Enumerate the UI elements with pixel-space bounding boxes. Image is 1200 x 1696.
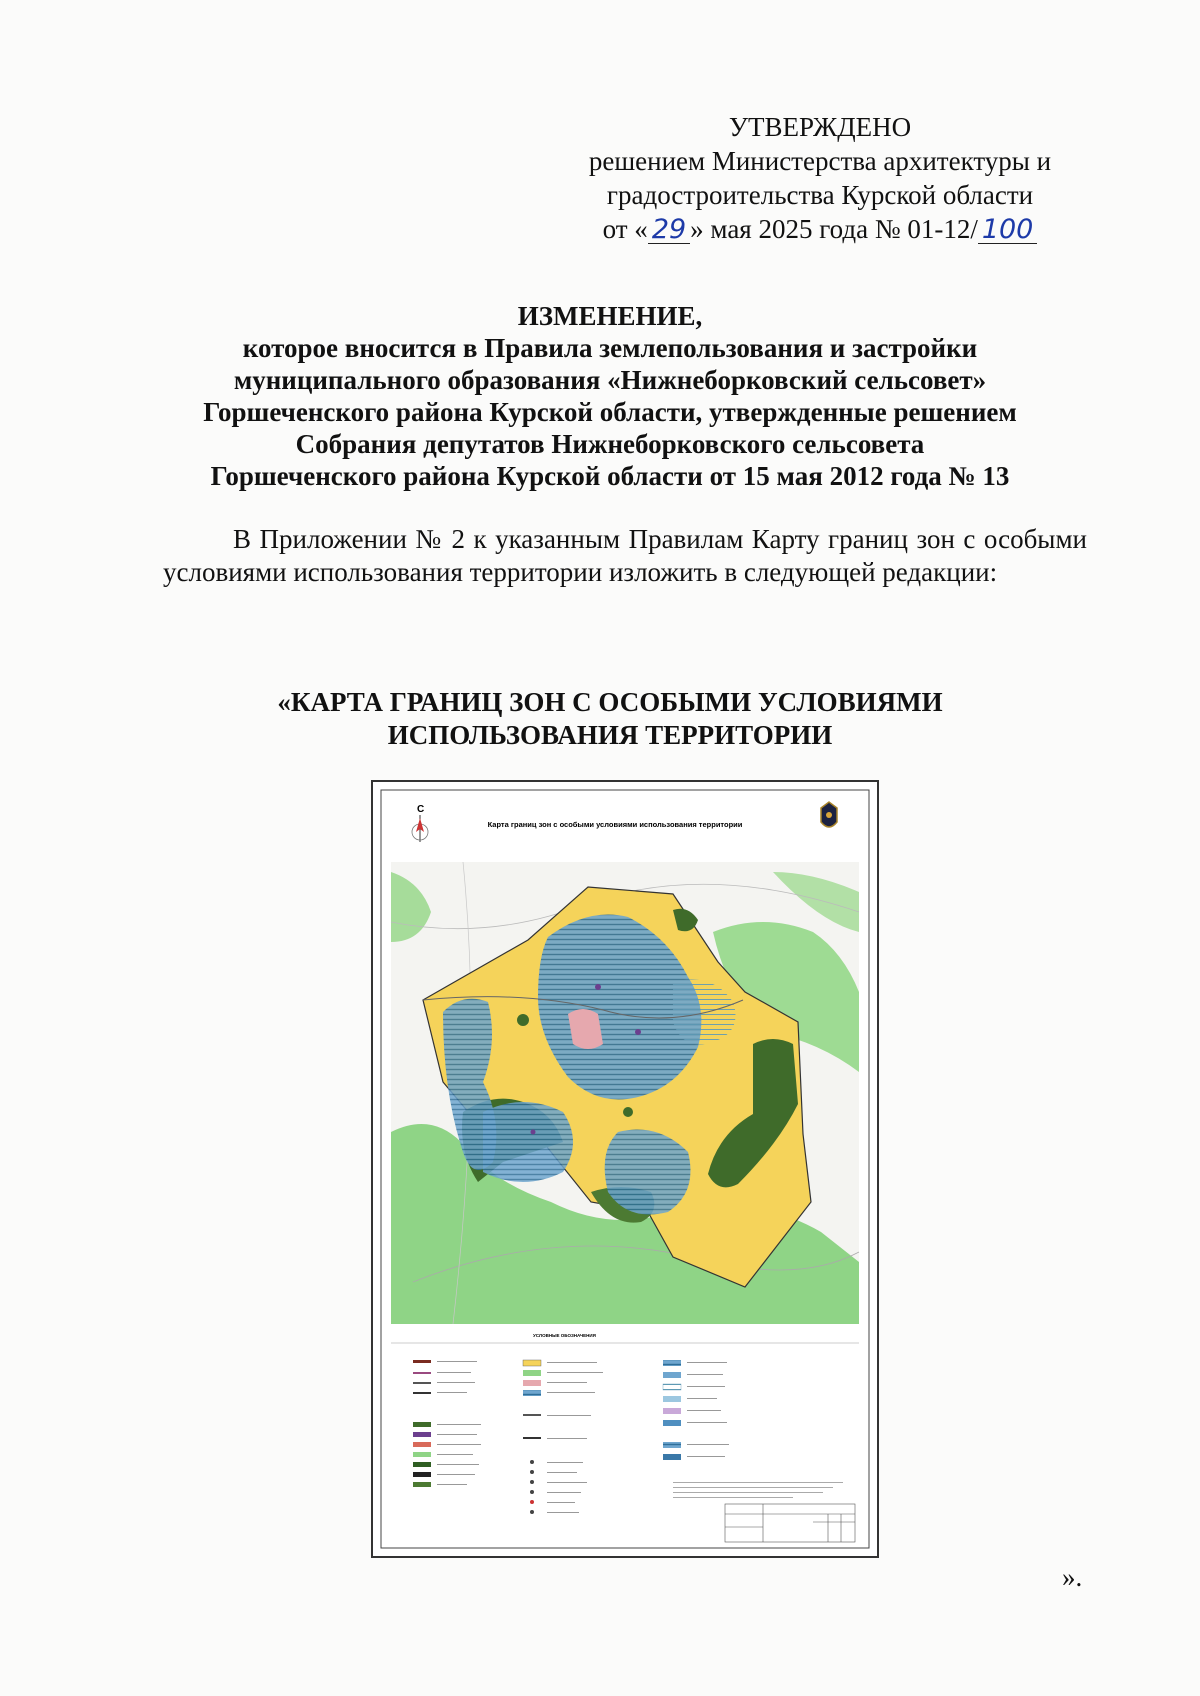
date-prefix: от «	[602, 214, 648, 244]
inner-map-title: Карта границ зон с особыми условиями использования территории	[487, 820, 743, 829]
document-heading	[150, 300, 1070, 492]
heading-line-5: Горшеченского района Курской области от 15 мая 2012 года № 13	[210, 461, 1010, 491]
approval-block	[560, 110, 1080, 246]
map-title-line-1: «КАРТА ГРАНИЦ ЗОН С ОСОБЫМИ УСЛОВИЯМИ	[277, 687, 943, 717]
handwritten-day: 29	[648, 217, 690, 244]
closing-quote: ».	[1062, 1562, 1083, 1592]
heading-line-1: которое вносится в Правила землепользования и застройки	[242, 333, 978, 363]
map-image-frame	[371, 780, 879, 1558]
map-area	[391, 862, 859, 1324]
heading-line-3: Горшеченского района Курской области, утвержденные решением	[203, 397, 1017, 427]
heading-line-2: муниципального образования «Нижнеборковский сельсовет»	[233, 365, 987, 395]
heading-title: ИЗМЕНЕНИЕ,	[517, 301, 703, 331]
body-paragraph: В Приложении № 2 к указанным Правилам Карту границ зон с особыми условиями использования территории изложить в следующей редакции:	[163, 524, 1087, 587]
approval-line-ministry: решением Министерства архитектуры и	[588, 146, 1052, 176]
zone-map-illustration	[373, 782, 877, 1556]
approval-title: УТВЕРЖДЕНО	[728, 112, 912, 142]
legend-heading: УСЛОВНЫЕ ОБОЗНАЧЕНИЯ	[533, 1333, 596, 1338]
north-letter: С	[417, 804, 425, 815]
map-title-line-2: ИСПОЛЬЗОВАНИЯ ТЕРРИТОРИИ	[387, 720, 833, 750]
date-middle: » мая 2025 года № 01-12/	[690, 214, 978, 244]
approval-line-region: градостроительства Курской области	[606, 180, 1034, 210]
heading-line-4: Собрания депутатов Нижнеборковского сельсовета	[295, 429, 925, 459]
map-section-title	[150, 686, 1070, 752]
handwritten-number: 100	[978, 217, 1038, 244]
approval-date-line	[560, 212, 1080, 246]
coat-of-arms-icon	[821, 802, 837, 827]
